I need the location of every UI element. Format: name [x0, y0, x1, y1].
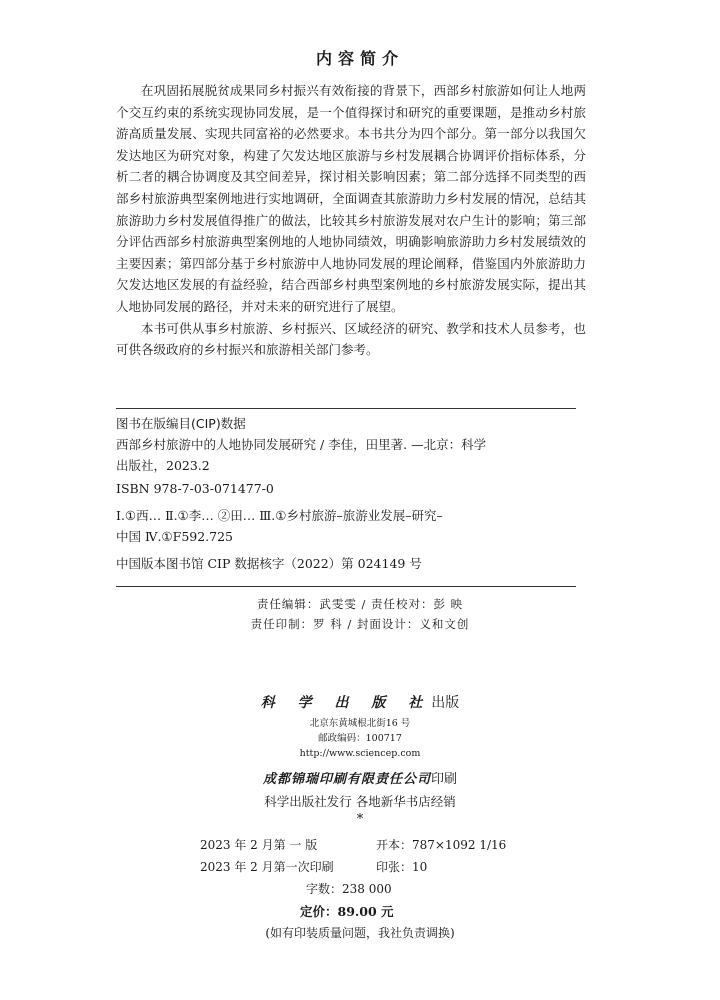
publisher-postcode: 邮政编码：100717 — [318, 733, 402, 744]
cip-block — [116, 413, 586, 574]
cip-class-line-2: 中国 Ⅳ.①F592.725 — [116, 529, 234, 544]
abstract-paragraph-2: 本书可供从事乡村旅游、乡村振兴、区域经济的研究、教学和技术人员参考，也可供各级政府的乡村振兴和旅游相关部门参考。 — [116, 320, 586, 358]
price: 定价：89.00 元 — [300, 904, 394, 919]
abstract-paragraph-1: 在巩固拓展脱贫成果同乡村振兴有效衔接的背景下，西部乡村旅游如何让人地两个交互约束的系统实现协同发展，是一个值得探讨和研究的重要课题，是推动乡村旅游高质量发展、实现共同富裕的必然要求。本书共分为四个部分。第一部分以我国欠发达地区为研究对象，构建了欠发达地区旅游与乡村发展耦合协调评价指标体系，分析二者的耦合协调度及其空间差异，探讨相关影响因素；第二部分选择不同类型的西部乡村旅游典型案例地进行实地调研，全面调查其旅游助力乡村发展的情况，总结其旅游助力乡村发展值得推广的做法，比较其乡村旅游发展对农户生计的影响；第三部分评估西部乡村旅游典型案例地的人地协同绩效，明确影响旅游助力乡村发展绩效的主要因素；第四部分基于乡村旅游中人地协同发展的理论阐释，借鉴国内外旅游助力欠发达地区发展的有益经验，结合西部乡村典型案例地的乡村旅游发展实际，提出其人地协同发展的路径，并对未来的研究进行了展望。 — [116, 83, 586, 314]
printing-date: 2023 年 2 月第一次印刷 — [200, 860, 334, 874]
cip-top-rule — [116, 408, 576, 409]
publisher-suffix: 出版 — [431, 695, 460, 711]
printer-logo: 成都锦瑞印刷有限责任公司 — [262, 772, 431, 787]
abstract-section — [116, 80, 586, 361]
cip-bottom-rule — [116, 586, 576, 587]
edition-date: 2023 年 2 月第 一 版 — [200, 838, 318, 852]
staff-line-production: 责任印制：罗 科 / 封面设计：义和文创 — [250, 617, 470, 631]
printer-suffix: 印刷 — [431, 772, 458, 787]
sheet-count: 印张：10 — [376, 860, 428, 874]
separator-star: * — [356, 812, 364, 827]
cip-publisher-line: 出版社，2023.2 — [116, 458, 210, 473]
staff-credits — [0, 594, 720, 634]
publisher-details — [0, 716, 720, 761]
cip-verify-number: 中国版本图书馆 CIP 数据核字（2022）第 024149 号 — [116, 556, 422, 571]
printer-line — [0, 768, 720, 787]
cip-title-line: 西部乡村旅游中的人地协同发展研究 / 李佳，田里著. —北京：科学 — [116, 437, 487, 452]
cip-class-line-1: Ⅰ.①西… Ⅱ.①李… ②田… Ⅲ.①乡村旅游–旅游业发展–研究– — [116, 508, 443, 523]
publisher-url: http://www.sciencep.com — [299, 748, 421, 759]
page-title: 内容简介 — [315, 49, 404, 68]
quality-notice: (如有印装质量问题，我社负责调换) — [265, 926, 455, 940]
publisher-address: 北京东黄城根北街16 号 — [309, 718, 411, 729]
distribution-line: 科学出版社发行 各地新华书店经销 — [264, 794, 456, 809]
format-size: 开本：787×1092 1/16 — [376, 838, 507, 852]
cip-isbn: ISBN 978-7-03-071477-0 — [116, 481, 274, 496]
staff-line-editors: 责任编辑：武雯雯 / 责任校对：彭 映 — [256, 597, 464, 611]
cip-heading: 图书在版编目(CIP)数据 — [116, 416, 246, 431]
word-count: 字数：238 000 — [306, 882, 392, 896]
publisher-line — [0, 692, 720, 712]
publisher-logo: 科 学 出 版 社 — [260, 695, 432, 711]
